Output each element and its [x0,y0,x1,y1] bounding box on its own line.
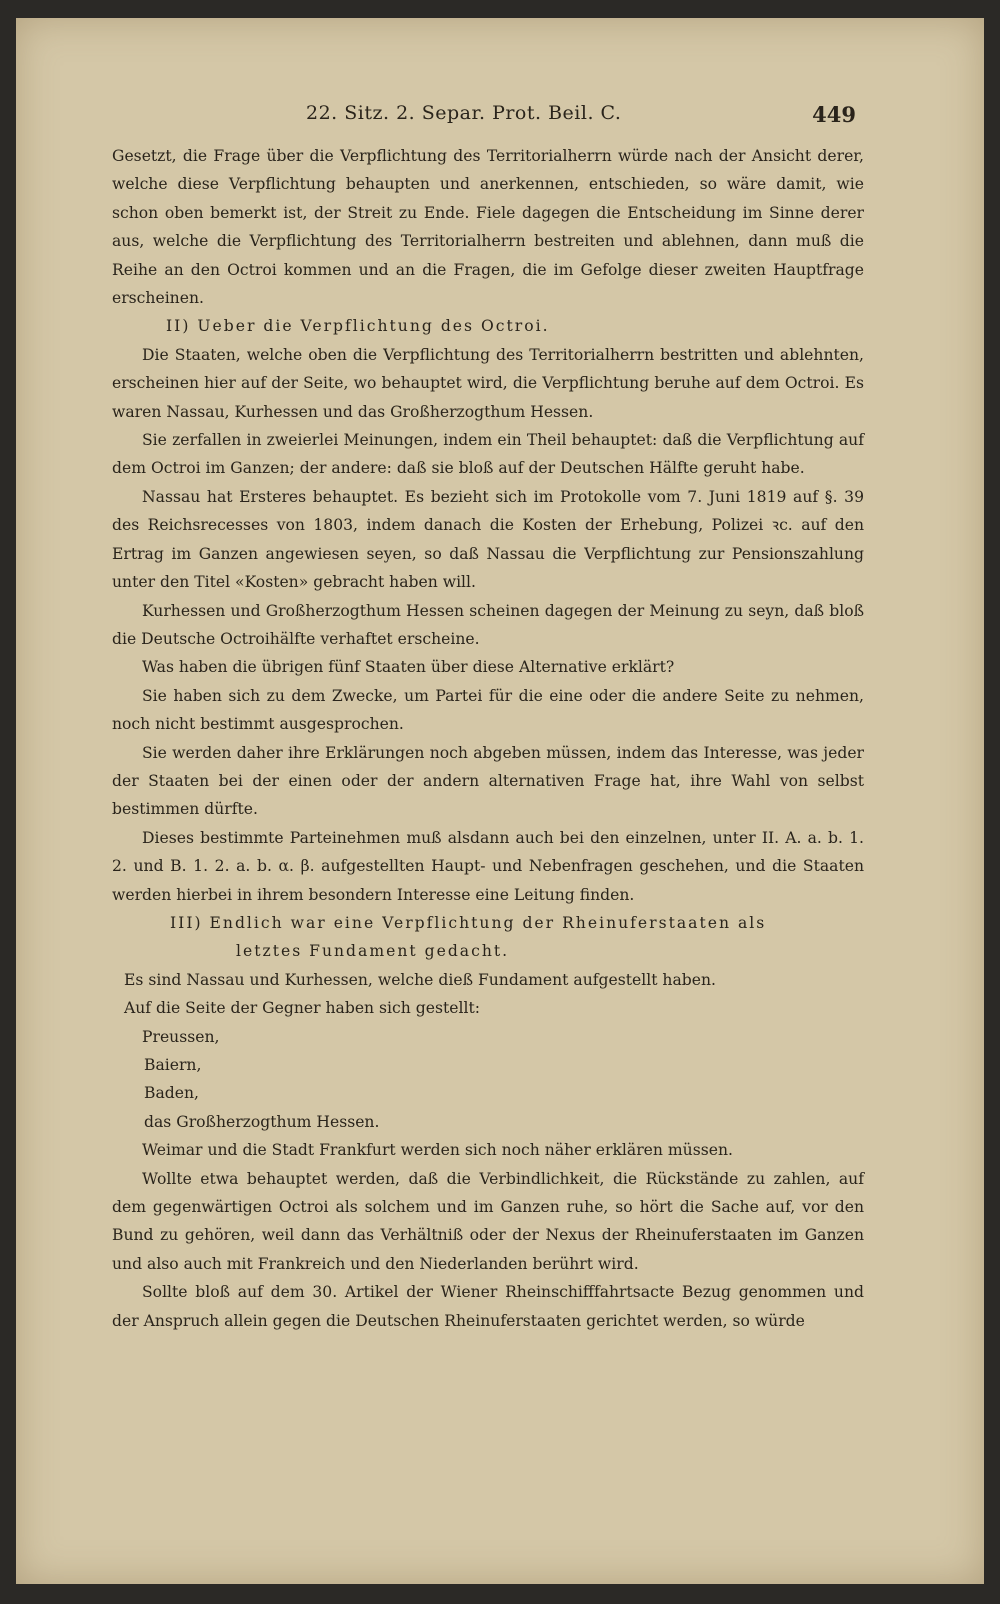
page-header [16,102,984,132]
paragraph: Sollte bloß auf dem 30. Artikel der Wiener Rheinschifffahrtsacte Bezug genommen und der Anspruch allein gegen die Deutschen Rheinuferstaaten gerichtet werden, so würde [112,1283,864,1330]
paragraph: Die Staaten, welche oben die Verpflichtung des Territorialherrn bestritten und ablehnten, erscheinen hier auf der Seite, wo behauptet wird, die Verpflichtung beruhe auf dem Octroi. Es waren Nassau, Kurhessen und das Großherzogthum Hessen. [112,345,864,421]
document-page [16,18,984,1584]
paragraph: Auf die Seite der Gegner haben sich gestellt: [124,999,480,1018]
section-heading-ii: II) Ueber die Verpflichtung des Octroi. [166,317,550,336]
paragraph: Wollte etwa behauptet werden, daß die Verbindlichkeit, die Rückstände zu zahlen, auf dem gegenwärtigen Octroi als solchem und im Ganzen ruhe, so hört die Sache auf, vor den Bund zu gehören, weil dann das Verhältniß oder der Nexus der Rheinuferstaaten im Ganzen und also auch mit Frankreich und den Niederlanden berührt wird. [112,1169,864,1273]
paragraph: Weimar und die Stadt Frankfurt werden sich noch näher erklären müssen. [142,1141,733,1160]
paragraph: Was haben die übrigen fünf Staaten über diese Alternative erklärt? [142,658,675,677]
list-item: Preussen, [142,1027,220,1046]
section-heading-iii-line2: letztes Fundament gedacht. [236,942,510,961]
list-item: Baden, [144,1084,199,1103]
running-title: 22. Sitz. 2. Separ. Prot. Beil. C. [306,102,622,124]
list-item: Baiern, [144,1056,202,1074]
body-text [112,142,864,1335]
paragraph: Sie haben sich zu dem Zwecke, um Partei für die eine oder die andere Seite zu nehmen, noch nicht bestimmt ausgesprochen. [112,686,864,734]
page-number: 449 [812,102,856,127]
paragraph: Sie werden daher ihre Erklärungen noch abgeben müssen, indem das Interesse, was jeder der Staaten bei der einen oder der andern alternativen Frage hat, ihre Wahl von selbst bestimmen dürfte. [112,743,864,819]
list-item: das Großherzogthum Hessen. [144,1112,380,1131]
paragraph: Dieses bestimmte Parteinehmen muß alsdann auch bei den einzelnen, unter II. A. a. b. 1. 2. und B. 1. 2. a. b. α. β. aufgestellten Haupt- und Nebenfragen geschehen, und die Staaten werden hierbei in ihrem besondern Interesse eine Leitung finden. [112,828,864,904]
paragraph: Nassau hat Ersteres behauptet. Es bezieht sich im Protokolle vom 7. Juni 1819 auf §. 39 des Reichsrecesses von 1803, indem danach die Kosten der Erhebung, Polizei ꝛc. auf den Ertrag im Ganzen angewiesen seyen, so daß Nassau die Verpflichtung zur Pensionszahlung unter den Titel «Kosten» gebracht haben will. [112,487,864,592]
paragraph: Kurhessen und Großherzogthum Hessen scheinen dagegen der Meinung zu seyn, daß bloß die Deutsche Octroihälfte verhaftet erscheine. [112,601,864,648]
paragraph: Sie zerfallen in zweierlei Meinungen, indem ein Theil behauptet: daß die Verpflichtung auf dem Octroi im Ganzen; der andere: daß sie bloß auf der Deutschen Hälfte geruht habe. [112,431,864,478]
section-heading-iii [112,909,864,966]
paragraph: Es sind Nassau und Kurhessen, welche dieß Fundament aufgestellt haben. [124,970,716,989]
paragraph: Gesetzt, die Frage über die Verpflichtung des Territorialherrn würde nach der Ansicht derer, welche diese Verpflichtung behaupten und anerkennen, entschieden, so wäre damit, wie schon oben bemerkt ist, der Streit zu Ende. Fiele dagegen die Entscheidung im Sinne derer aus, welche die Verpflichtung des Territorialherrn bestreiten und ablehnen, dann muß die Reihe an den Octroi kommen und an die Fragen, die im Gefolge dieser zweiten Hauptfrage erscheinen. [112,147,864,308]
section-heading-iii-line1: III) Endlich war eine Verpflichtung der Rheinuferstaaten als [170,913,767,932]
